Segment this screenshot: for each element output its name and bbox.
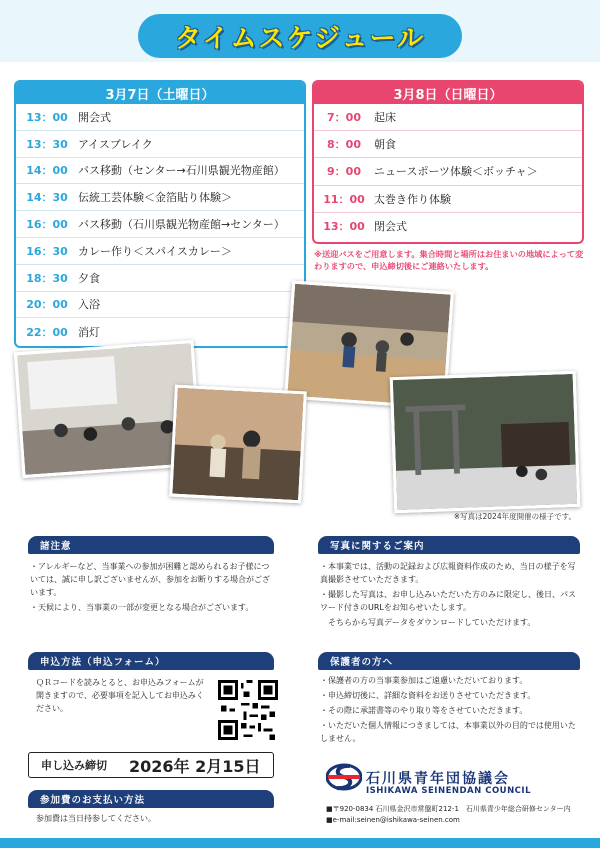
org-logo: [326, 761, 362, 797]
schedule-time: 14：30: [26, 191, 68, 205]
notices-heading: 諸注意: [28, 536, 274, 554]
apply-text: ＱＲコードを読みとると、お申込みフォームが開きますので、必要事項を記入してお申込みください。: [36, 678, 204, 713]
schedule-event: 起床: [374, 111, 396, 125]
notices-body: [30, 560, 276, 616]
qr-code[interactable]: [218, 680, 278, 740]
org-address: ■〒920-0834 石川県金沢市常盤町212-1 石川県青少年総合研修センター内: [326, 805, 571, 813]
payment-heading: 参加費のお支払い方法: [28, 790, 274, 808]
photo-info-item: ・撮影した写真は、お申し込みいただいた方のみに限定し、後日、パスワード付きのURLをお知らせいたします。: [320, 590, 576, 612]
day2-schedule: [312, 80, 584, 244]
schedule-time: 8：00: [327, 138, 361, 152]
photo-stage: [169, 385, 307, 504]
guardian-item: ・いただいた個人情報につきましては、本事業以外の目的では使用いたしません。: [320, 721, 576, 743]
schedule-row: [314, 131, 582, 158]
schedule-row: [314, 186, 582, 213]
schedule-row: [314, 104, 582, 131]
org-address-text: 〒920-0834 石川県金沢市常盤町212-1 石川県青少年総合研修センター内: [332, 805, 571, 813]
schedule-event: 夕食: [78, 271, 100, 285]
photo-note: ※写真は2024年度開催の様子です。: [453, 512, 576, 521]
title-banner: [0, 0, 600, 62]
org-name-en: ISHIKAWA SEINENDAN COUNCIL: [366, 786, 532, 796]
page-title: タイムスケジュール: [175, 23, 425, 54]
photos-info-heading: 写真に関するご案内: [318, 536, 580, 554]
guardians-body: [320, 674, 582, 747]
schedule-event: 朝食: [374, 138, 396, 152]
schedule-time: 13：00: [26, 110, 68, 124]
photo-shrine: [390, 371, 581, 513]
guardian-item: ・保護者の方の当事業参加はご遠慮いただいております。: [320, 676, 528, 685]
schedule-time: 18：30: [26, 271, 68, 285]
schedule-event: 消灯: [78, 325, 100, 339]
schedule-time: 16：30: [26, 244, 68, 258]
schedule-time: 20：00: [26, 298, 68, 312]
bottom-bar: [0, 838, 600, 848]
schedule-event: アイスブレイク: [78, 137, 153, 151]
schedule-event: バス移動（センター→石川県観光物産館）: [78, 164, 285, 178]
schedule-time: 22：00: [26, 325, 68, 339]
schedule-row: [16, 211, 304, 238]
schedule-event: バス移動（石川県観光物産館→センター）: [78, 218, 285, 232]
schedule-row: [314, 158, 582, 185]
schedule-row: [16, 292, 304, 319]
guardians-heading: 保護者の方へ: [318, 652, 580, 670]
schedule-time: 7：00: [327, 111, 361, 125]
schedule-event: 入浴: [78, 298, 100, 312]
schedule-event: ニュースポーツ体験＜ボッチャ＞: [374, 165, 538, 179]
deadline-value: 2026年 2月15日: [129, 756, 261, 776]
org-name-jp: 石川県青年団協議会: [366, 771, 510, 787]
schedule-time: 9：00: [327, 165, 361, 179]
org-email-text: e-mail:seinen@ishikawa-seinen.com: [332, 816, 460, 824]
schedule-row: [16, 104, 304, 131]
schedule-row: [16, 238, 304, 265]
deadline-box: [28, 752, 274, 778]
schedule-time: 13：30: [26, 137, 68, 151]
bus-note: ※送迎バスをご用意します。集合時間と場所はお住まいの地域によって変わりますので、申込締切後にご連絡いたします。: [314, 249, 584, 271]
schedule-event: カレー作り＜スパイスカレー＞: [78, 244, 232, 258]
deadline-label: 申し込み締切: [41, 759, 107, 772]
schedule-event: 開会式: [78, 110, 111, 124]
guardian-item: ・その際に承諾書等のやり取り等をさせていただきます。: [320, 706, 528, 715]
schedule-time: 13：00: [323, 220, 365, 234]
schedule-row: [16, 131, 304, 158]
schedule-row: [314, 213, 582, 240]
day2-heading: 3月8日（日曜日）: [314, 82, 582, 104]
schedule-row: [16, 184, 304, 211]
schedule-event: 閉会式: [374, 220, 407, 234]
schedule-row: [16, 265, 304, 292]
guardian-item: ・申込締切後に、詳細な資料をお送りさせていただきます。: [320, 691, 536, 700]
day1-heading: 3月7日（土曜日）: [16, 82, 304, 104]
apply-heading: 申込方法（申込フォーム）: [28, 652, 274, 670]
schedule-event: 伝統工芸体験＜金箔貼り体験＞: [78, 191, 232, 205]
payment-text: 参加費は当日持参してください。: [36, 814, 156, 823]
photo-info-item: ・本事業では、活動の記録および広報資料作成のため、当日の様子を写真撮影させていただきます。: [320, 562, 576, 584]
schedule-event: 太巻き作り体験: [374, 192, 451, 206]
notice-item: ・アレルギーなど、当事業への参加が困難と認められるお子様については、誠に申し訳ございませんが、参加をお断りする場合がございます。: [30, 562, 270, 597]
photo-info-item: そちらから写真データをダウンロードしていただけます。: [328, 618, 536, 627]
title-pill: [138, 14, 462, 58]
notice-item: ・天候により、当事業の一部が変更となる場合がございます。: [30, 603, 254, 612]
schedule-time: 16：00: [26, 218, 68, 232]
photos-info-body: [320, 560, 582, 631]
day1-schedule: [14, 80, 306, 348]
org-email: ■e-mail:seinen@ishikawa-seinen.com: [326, 816, 460, 824]
schedule-time: 14：00: [26, 164, 68, 178]
schedule-time: 11：00: [323, 192, 365, 206]
schedule-row: [16, 158, 304, 185]
